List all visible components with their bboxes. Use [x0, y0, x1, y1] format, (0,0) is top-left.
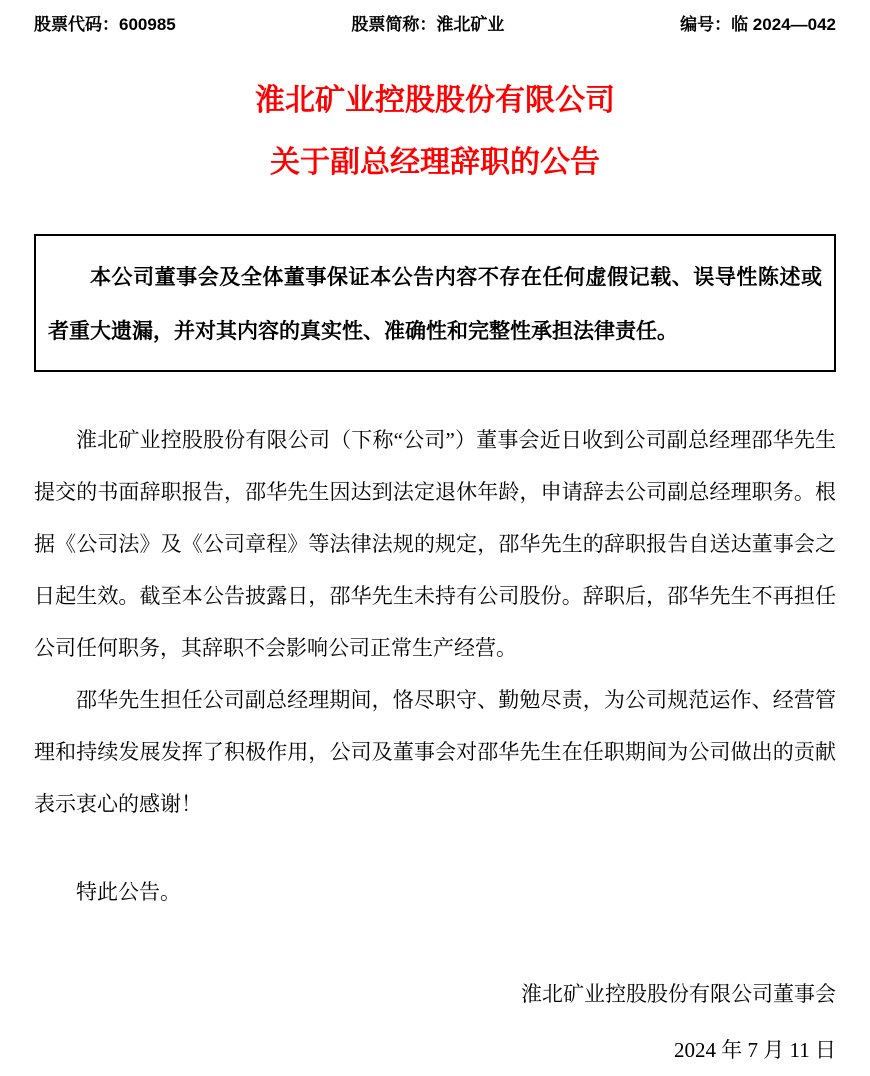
stock-name-label: 股票简称：淮北矿业: [351, 15, 505, 34]
disclaimer-text: 本公司董事会及全体董事保证本公告内容不存在任何虚假记载、误导性陈述或者重大遗漏，并对其内容的真实性、准确性和完整性承担法律责任。: [48, 265, 822, 343]
document-title: [34, 84, 836, 180]
signature-date: 2024 年 7 月 11 日: [674, 1038, 836, 1062]
disclaimer-box: [34, 234, 836, 372]
title-announcement-subject: 关于副总经理辞职的公告: [270, 146, 600, 179]
title-company-name: 淮北矿业控股股份有限公司: [255, 84, 615, 117]
stock-code-label: 股票代码：600985: [34, 15, 176, 34]
signature-company: 淮北矿业控股股份有限公司董事会: [521, 982, 836, 1006]
body-paragraph-1: 淮北矿业控股股份有限公司（下称“公司”）董事会近日收到公司副总经理邵华先生提交的书面辞职报告，邵华先生因达到法定退休年龄，申请辞去公司副总经理职务。根据《公司法》及《公司章程》等法律法规的规定，邵华先生的辞职报告自送达董事会之日起生效。截至本公告披露日，邵华先生未持有公司股份。辞职后，邵华先生不再担任公司任何职务，其辞职不会影响公司正常生产经营。: [34, 428, 836, 660]
document-number-label: 编号：临 2024—042: [680, 15, 836, 34]
closing-statement: 特此公告。: [76, 880, 181, 904]
signature-block: [34, 968, 836, 1076]
body-paragraph-2: 邵华先生担任公司副总经理期间，恪尽职守、勤勉尽责，为公司规范运作、经营管理和持续发展发挥了积极作用，公司及董事会对邵华先生在任职期间为公司做出的贡献表示衷心的感谢！: [34, 688, 836, 816]
document-header: [34, 14, 836, 36]
